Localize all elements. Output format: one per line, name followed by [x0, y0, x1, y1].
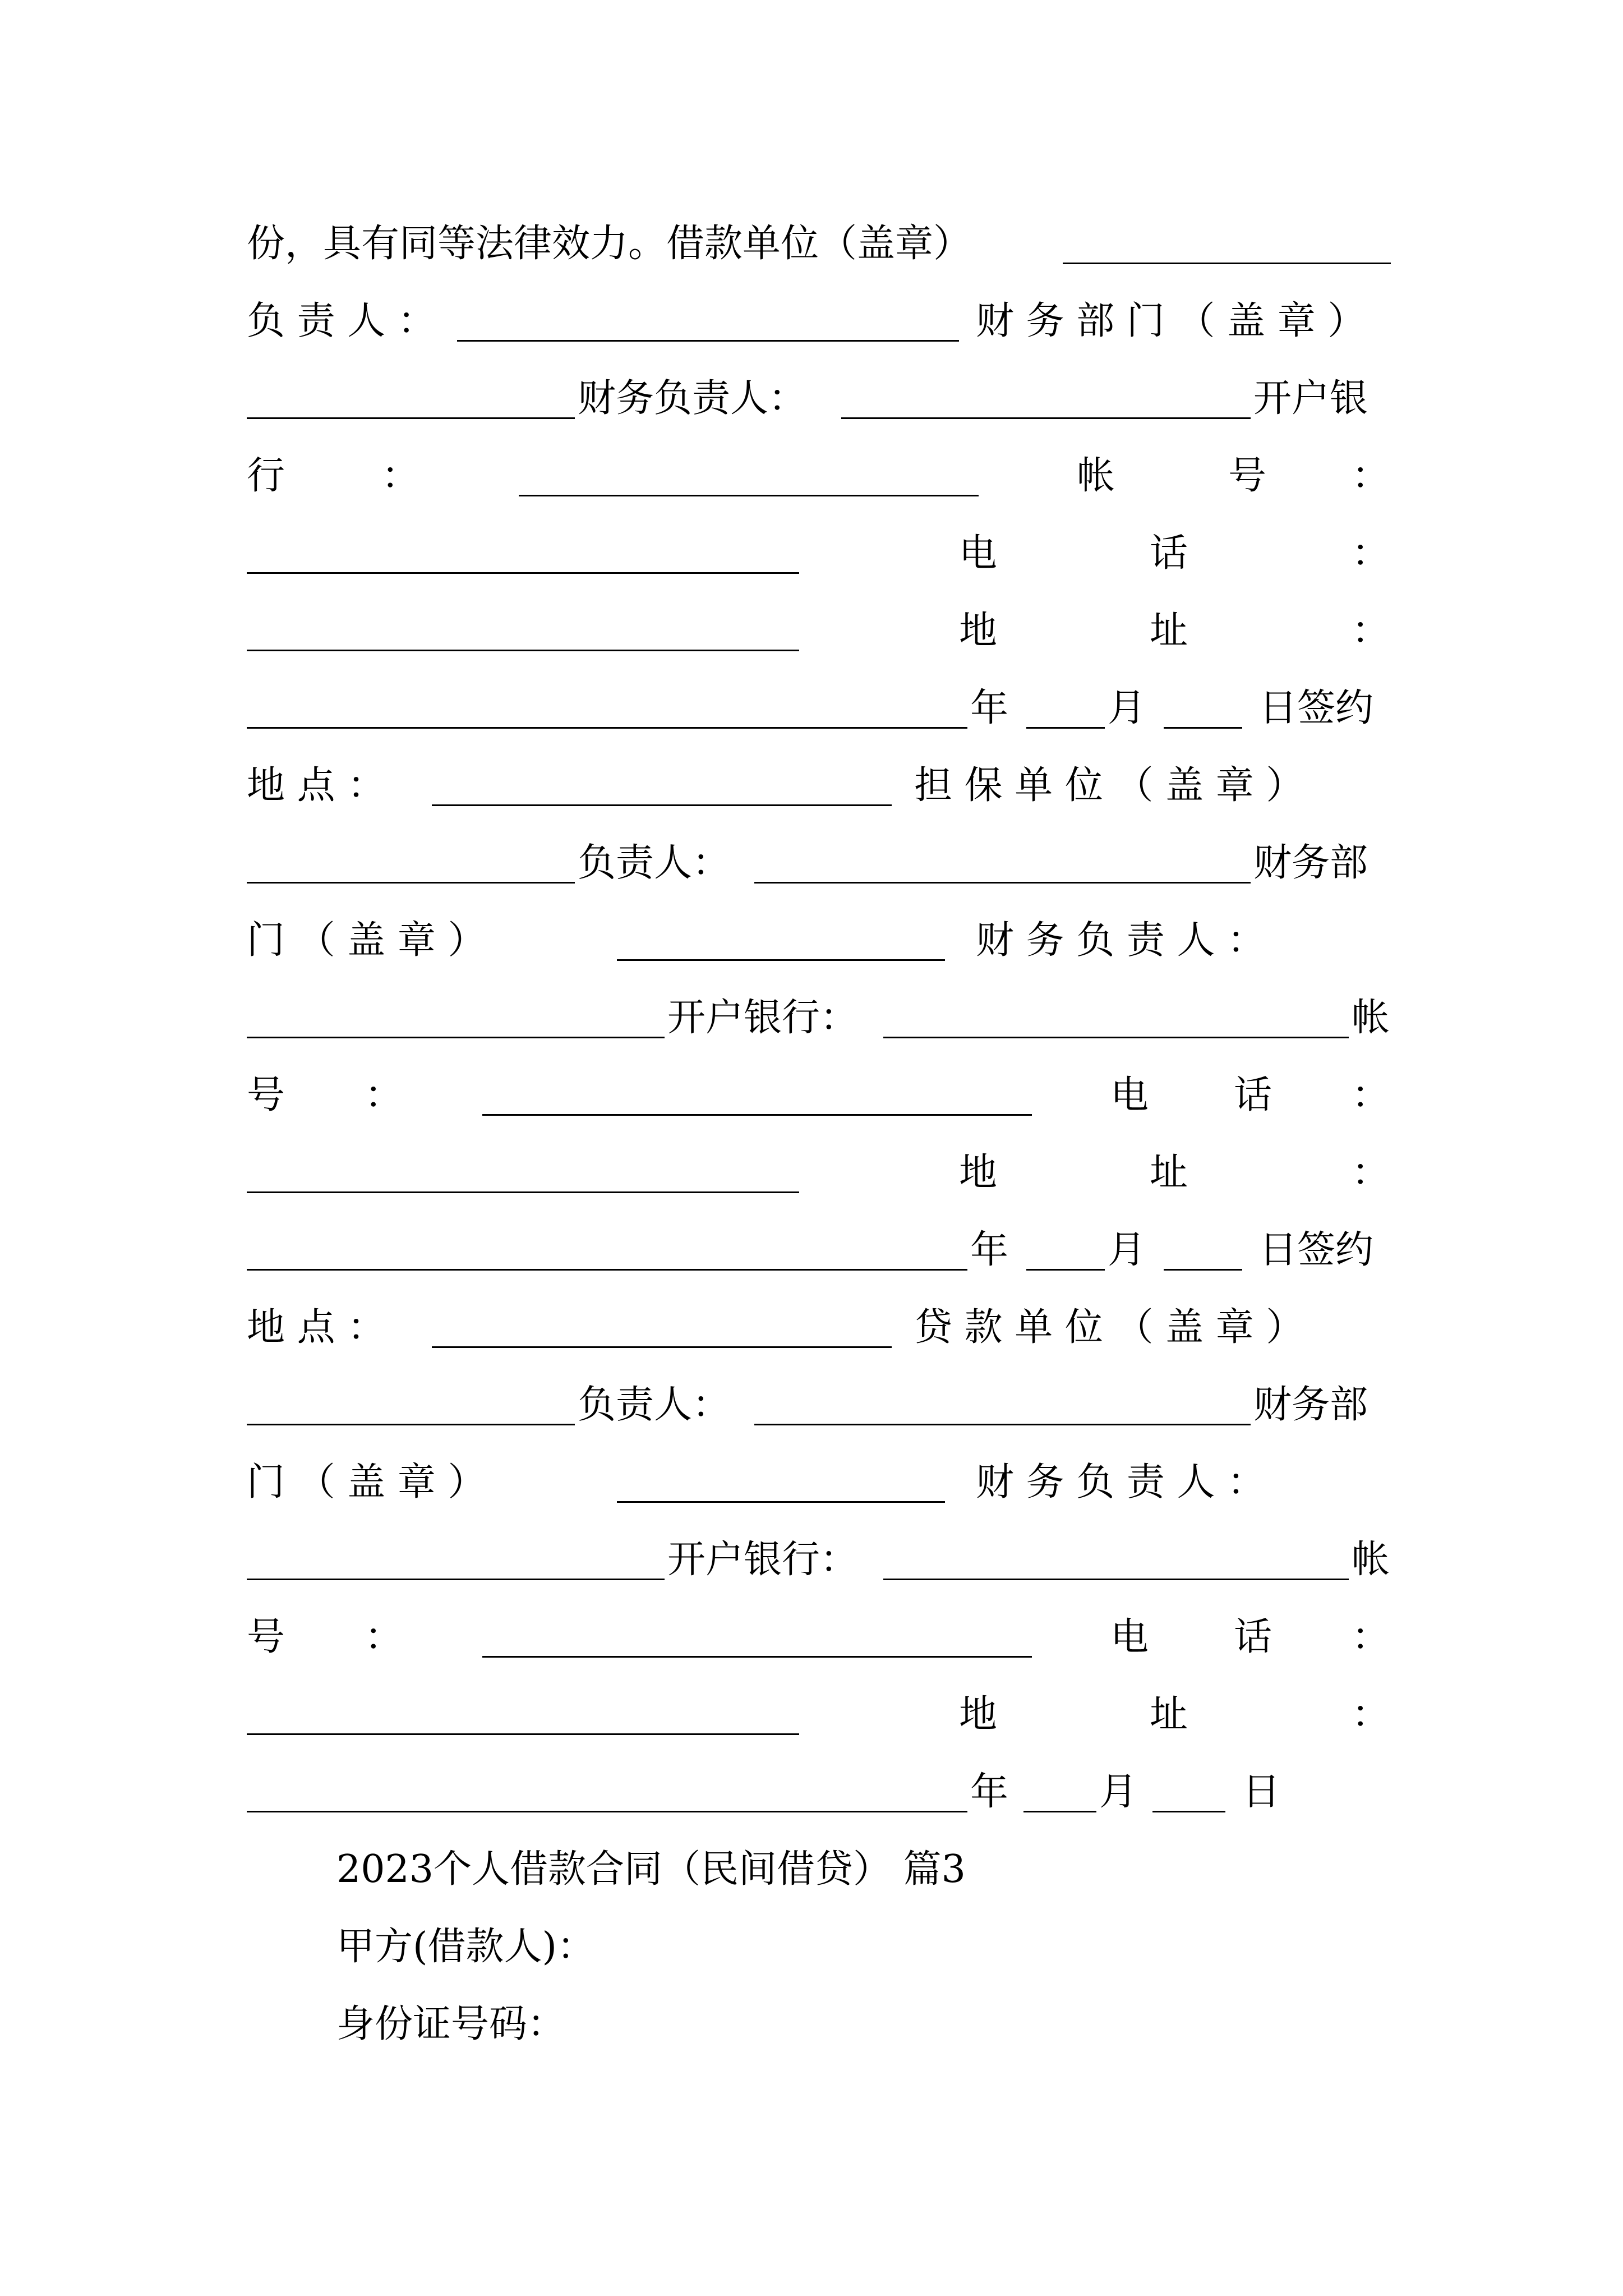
id-number-label: 身份证号码： — [336, 2002, 566, 2046]
text-segment: ： — [1352, 1692, 1390, 1737]
text-segment: 开户银行： — [667, 1538, 859, 1582]
blank-underline — [247, 1220, 967, 1271]
text-segment: ： — [365, 1073, 403, 1117]
text-segment: 财务负责人： — [578, 376, 807, 421]
text-segment: 电 — [1110, 1073, 1149, 1117]
text-segment: 号 — [247, 1073, 285, 1117]
blank-underline — [617, 910, 945, 961]
blank-underline — [754, 1374, 1251, 1425]
text-segment: 年 — [970, 1228, 1009, 1272]
text-segment: ： — [1352, 1073, 1390, 1117]
text-segment: ： — [1352, 1615, 1390, 1659]
text-segment: 月 — [1099, 1770, 1138, 1814]
text-segment: ： — [1352, 531, 1390, 576]
text-line — [247, 291, 1391, 352]
text-line — [247, 1607, 1391, 1668]
text-segment: 地 点 ： — [247, 763, 386, 808]
blank-underline — [247, 523, 799, 574]
text-segment: 电 — [1110, 1615, 1149, 1659]
text-line — [247, 832, 1391, 894]
text-line — [247, 523, 1391, 585]
blank-underline — [432, 1297, 892, 1348]
text-segment: 话 — [1234, 1615, 1272, 1659]
text-line — [247, 1761, 1391, 1823]
blank-underline — [247, 678, 967, 729]
text-segment: 贷 款 单 位 （ 盖 章 ） — [914, 1305, 1304, 1350]
text-segment: 话 — [1234, 1073, 1272, 1117]
text-segment: 址 — [1150, 1692, 1188, 1737]
text-line — [247, 445, 1391, 507]
blank-underline — [247, 600, 799, 651]
text-segment: 日 — [1242, 1770, 1281, 1814]
text-line — [247, 1452, 1391, 1513]
text-segment: ： — [1352, 609, 1390, 653]
blank-underline — [247, 832, 575, 884]
text-segment: 帐 — [1352, 996, 1390, 1040]
text-segment: 帐 — [1352, 1538, 1390, 1582]
text-segment: 月 — [1108, 1228, 1146, 1272]
blank-underline — [247, 1142, 799, 1193]
text-segment: 号 — [247, 1615, 285, 1659]
text-segment: 开户银 — [1253, 376, 1368, 421]
blank-underline — [457, 291, 959, 342]
blank-underline — [1164, 1220, 1242, 1271]
party-a-label: 甲方(借款人)： — [336, 1925, 596, 1969]
text-segment: 财务部 — [1253, 1383, 1368, 1427]
blank-underline — [1152, 1761, 1225, 1812]
text-segment: ： — [1352, 454, 1390, 498]
text-segment: 月 — [1108, 686, 1146, 730]
text-segment: 财务部 — [1253, 841, 1368, 885]
blank-underline — [883, 1529, 1349, 1580]
text-segment: 址 — [1150, 1151, 1188, 1195]
text-line — [247, 1142, 1391, 1204]
blank-underline — [482, 1607, 1032, 1658]
text-segment: 地 — [959, 1692, 998, 1737]
text-segment: 门 （ 盖 章 ） — [247, 1460, 486, 1504]
blank-underline — [1026, 1220, 1105, 1271]
blank-underline — [883, 987, 1349, 1038]
text-segment: 址 — [1150, 609, 1188, 653]
text-segment: 话 — [1150, 531, 1188, 576]
text-segment: 财 务 部 门 （ 盖 章 ） — [976, 299, 1366, 343]
text-segment: ： — [381, 454, 420, 498]
blank-underline — [432, 755, 892, 806]
text-segment: 财 务 负 责 人 ： — [976, 1460, 1266, 1504]
text-line — [247, 1065, 1391, 1126]
blank-underline — [617, 1452, 945, 1503]
text-line — [247, 1220, 1391, 1281]
text-segment: 日签约 — [1259, 1228, 1374, 1272]
text-line — [247, 678, 1391, 739]
blank-underline — [247, 1684, 799, 1735]
blank-underline — [1023, 1761, 1096, 1812]
blank-underline — [1164, 678, 1242, 729]
text-segment: ： — [1352, 1151, 1390, 1195]
blank-underline — [482, 1065, 1032, 1116]
text-line — [247, 1684, 1391, 1746]
text-segment: 地 — [959, 609, 998, 653]
text-segment: 年 — [970, 686, 1009, 730]
text-line — [247, 368, 1391, 430]
blank-underline — [247, 1374, 575, 1425]
blank-underline — [247, 987, 665, 1038]
text-segment: 行 — [247, 454, 285, 498]
text-segment: 帐 — [1077, 454, 1115, 498]
text-line — [247, 755, 1391, 817]
text-segment: 号 — [1228, 454, 1267, 498]
blank-underline — [841, 368, 1251, 419]
text-segment: 门 （ 盖 章 ） — [247, 918, 486, 963]
text-segment: 份，具有同等法律效力。借款单位（盖章） — [247, 222, 972, 266]
text-segment: 地 — [959, 1151, 998, 1195]
text-line — [247, 1297, 1391, 1359]
text-segment: 财 务 负 责 人 ： — [976, 918, 1266, 963]
text-line — [247, 213, 1391, 275]
blank-underline — [247, 1529, 665, 1580]
blank-underline — [247, 368, 575, 419]
text-segment: 开户银行： — [667, 996, 859, 1040]
blank-underline — [519, 445, 979, 496]
blank-underline — [247, 1761, 967, 1812]
text-segment: 日签约 — [1259, 686, 1374, 730]
section-title: 2023个人借款合同（民间借贷） 篇3 — [336, 1847, 966, 1892]
text-line — [247, 987, 1391, 1049]
text-line — [247, 600, 1391, 662]
text-segment: 地 点 ： — [247, 1305, 386, 1350]
text-segment: ： — [365, 1615, 403, 1659]
text-segment: 负 责 人 ： — [247, 299, 436, 343]
text-segment: 负责人： — [578, 1383, 731, 1427]
text-segment: 担 保 单 位 （ 盖 章 ） — [914, 763, 1304, 808]
text-segment: 年 — [970, 1770, 1009, 1814]
blank-underline — [1063, 213, 1391, 264]
text-segment: 电 — [959, 531, 998, 576]
text-segment: 负责人： — [578, 841, 731, 885]
blank-underline — [754, 832, 1251, 884]
text-line — [247, 1374, 1391, 1436]
text-line — [247, 910, 1391, 972]
blank-underline — [1026, 678, 1105, 729]
text-line — [247, 1529, 1391, 1591]
